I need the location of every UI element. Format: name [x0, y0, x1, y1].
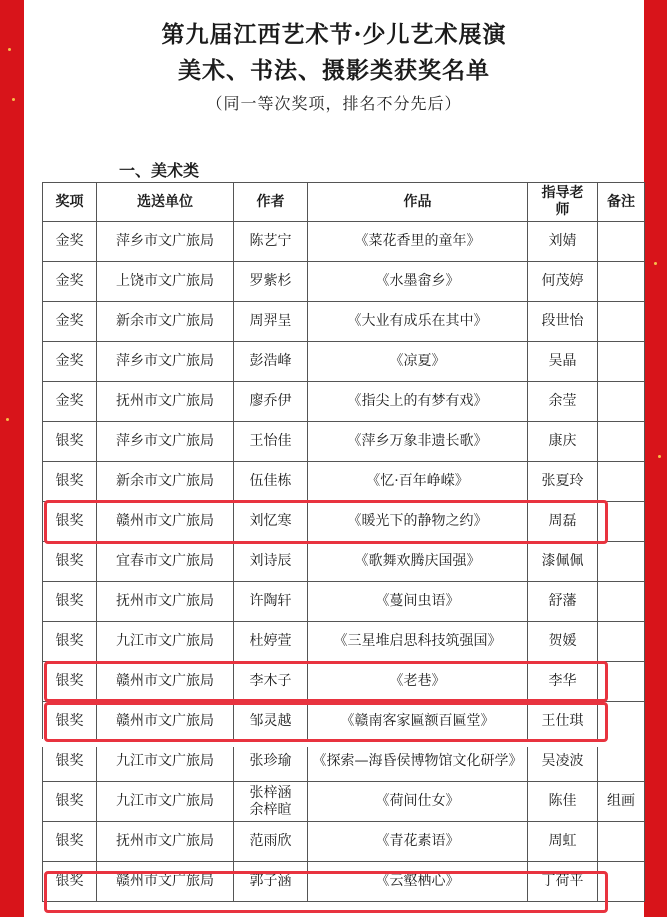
cell-award: 银奖	[43, 582, 97, 622]
header-author: 作者	[234, 183, 308, 222]
cell-author: 李木子	[234, 662, 308, 702]
highlight-box	[44, 702, 608, 742]
cell-note	[598, 822, 645, 862]
cell-unit: 抚州市文广旅局	[97, 382, 234, 422]
cell-note	[598, 382, 645, 422]
cell-work: 《大业有成乐在其中》	[308, 302, 528, 342]
cell-author: 许陶轩	[234, 582, 308, 622]
cell-unit: 新余市文广旅局	[97, 462, 234, 502]
cell-note	[598, 262, 645, 302]
cell-unit: 九江市文广旅局	[97, 742, 234, 782]
cell-teacher: 漆佩佩	[528, 542, 598, 582]
cell-work: 《蔓间虫语》	[308, 582, 528, 622]
cell-unit: 抚州市文广旅局	[97, 822, 234, 862]
cell-award: 银奖	[43, 462, 97, 502]
cell-unit: 抚州市文广旅局	[97, 582, 234, 622]
cell-unit: 新余市文广旅局	[97, 302, 234, 342]
header-award: 奖项	[43, 183, 97, 222]
cell-teacher: 何茂婷	[528, 262, 598, 302]
table-row	[43, 382, 645, 422]
table-row	[43, 262, 645, 302]
cell-award: 银奖	[43, 822, 97, 862]
cell-award: 金奖	[43, 382, 97, 422]
highlight-box	[44, 661, 608, 702]
cell-teacher: 段世怡	[528, 302, 598, 342]
header-note: 备注	[598, 183, 645, 222]
cell-award: 金奖	[43, 342, 97, 382]
section-heading: 一、美术类	[119, 161, 200, 180]
cell-note: 组画	[598, 782, 645, 822]
cell-work: 《青花素语》	[308, 822, 528, 862]
decorative-dot	[6, 418, 9, 421]
cell-teacher: 周虹	[528, 822, 598, 862]
table-row	[43, 822, 645, 862]
cell-unit: 萍乡市文广旅局	[97, 342, 234, 382]
cell-work: 《云壑栖心》	[308, 862, 528, 902]
cell-teacher: 周磊	[528, 502, 598, 542]
table-row	[43, 542, 645, 582]
table-row	[43, 782, 645, 822]
cell-work: 《凉夏》	[308, 342, 528, 382]
cell-award: 银奖	[43, 542, 97, 582]
highlight-box	[44, 871, 608, 913]
cell-award: 金奖	[43, 222, 97, 262]
cell-author: 邹灵越	[234, 702, 308, 742]
cell-author: 刘忆寒	[234, 502, 308, 542]
cell-unit: 萍乡市文广旅局	[97, 422, 234, 462]
cell-note	[598, 582, 645, 622]
cell-author: 杜婷萱	[234, 622, 308, 662]
decorative-dot	[8, 48, 11, 51]
cell-work: 《暖光下的静物之约》	[308, 502, 528, 542]
cell-work: 《忆·百年峥嵘》	[308, 462, 528, 502]
cell-author: 彭浩峰	[234, 342, 308, 382]
cell-work: 《萍乡万象非遗长歌》	[308, 422, 528, 462]
cell-work: 《探索—海昏侯博物馆文化研学》	[308, 742, 528, 782]
highlight-box	[44, 500, 608, 544]
title-line-1: 第九届江西艺术节·少儿艺术展演	[161, 21, 507, 48]
cell-award: 银奖	[43, 502, 97, 542]
cell-author: 廖乔伊	[234, 382, 308, 422]
cell-note	[598, 742, 645, 782]
cell-note	[598, 422, 645, 462]
cell-unit: 九江市文广旅局	[97, 622, 234, 662]
cell-teacher: 余莹	[528, 382, 598, 422]
cell-teacher: 吴晶	[528, 342, 598, 382]
cell-work: 《指尖上的有梦有戏》	[308, 382, 528, 422]
cell-teacher: 舒藩	[528, 582, 598, 622]
cell-unit: 赣州市文广旅局	[97, 662, 234, 702]
cell-teacher: 王仕琪	[528, 702, 598, 742]
cell-teacher: 康庆	[528, 422, 598, 462]
cell-author: 张梓涵 余梓暄	[234, 782, 308, 822]
cell-work: 《荷间仕女》	[308, 782, 528, 822]
cell-work: 《赣南客家匾额百匾堂》	[308, 702, 528, 742]
title-line-2: 美术、书法、摄影类获奖名单	[178, 57, 490, 84]
cell-author: 陈艺宁	[234, 222, 308, 262]
cell-teacher: 贺媛	[528, 622, 598, 662]
cell-author: 王怡佳	[234, 422, 308, 462]
cell-award: 银奖	[43, 422, 97, 462]
table-row	[43, 422, 645, 462]
cell-author: 伍佳栋	[234, 462, 308, 502]
cell-unit: 上饶市文广旅局	[97, 262, 234, 302]
cell-author: 刘诗辰	[234, 542, 308, 582]
cell-unit: 九江市文广旅局	[97, 782, 234, 822]
cell-teacher: 张夏玲	[528, 462, 598, 502]
cell-award: 银奖	[43, 702, 97, 742]
decorative-dot	[12, 98, 15, 101]
table-row	[43, 622, 645, 662]
cell-author: 罗紫杉	[234, 262, 308, 302]
cell-award: 金奖	[43, 302, 97, 342]
table-row	[43, 222, 645, 262]
cell-teacher: 丁荷平	[528, 862, 598, 902]
cell-award: 银奖	[43, 742, 97, 782]
cell-work: 《老巷》	[308, 662, 528, 702]
cell-author: 张珍瑜	[234, 742, 308, 782]
table-row	[43, 302, 645, 342]
cell-note	[598, 302, 645, 342]
header-work: 作品	[308, 183, 528, 222]
cell-award: 金奖	[43, 262, 97, 302]
cell-award: 银奖	[43, 622, 97, 662]
cell-unit: 赣州市文广旅局	[97, 702, 234, 742]
cell-unit: 赣州市文广旅局	[97, 862, 234, 902]
cell-work: 《水墨畲乡》	[308, 262, 528, 302]
cell-work: 《歌舞欢腾庆国强》	[308, 542, 528, 582]
cell-award: 银奖	[43, 662, 97, 702]
cell-note	[598, 342, 645, 382]
table-header-row	[43, 183, 645, 222]
table-row	[43, 742, 645, 782]
cell-unit: 宜春市文广旅局	[97, 542, 234, 582]
table-row	[43, 582, 645, 622]
cell-teacher: 陈佳	[528, 782, 598, 822]
cell-award: 银奖	[43, 862, 97, 902]
decorative-dot	[658, 455, 661, 458]
cell-teacher: 刘婧	[528, 222, 598, 262]
header-unit: 选送单位	[97, 183, 234, 222]
cell-award: 银奖	[43, 782, 97, 822]
cell-unit: 萍乡市文广旅局	[97, 222, 234, 262]
table-row	[43, 462, 645, 502]
decorative-dot	[654, 262, 657, 265]
cell-note	[598, 222, 645, 262]
table-row	[43, 342, 645, 382]
cell-author: 周羿呈	[234, 302, 308, 342]
header-teacher: 指导老师	[528, 183, 598, 222]
cell-teacher: 吴凌波	[528, 742, 598, 782]
document-page	[24, 0, 644, 917]
cell-author: 范雨欣	[234, 822, 308, 862]
cell-author: 郭子涵	[234, 862, 308, 902]
subtitle: （同一等次奖项，排名不分先后）	[206, 94, 462, 113]
cell-work: 《菜花香里的童年》	[308, 222, 528, 262]
cell-note	[598, 542, 645, 582]
cell-note	[598, 622, 645, 662]
cell-teacher: 李华	[528, 662, 598, 702]
cell-unit: 赣州市文广旅局	[97, 502, 234, 542]
cell-work: 《三星堆启思科技筑强国》	[308, 622, 528, 662]
cell-note	[598, 462, 645, 502]
